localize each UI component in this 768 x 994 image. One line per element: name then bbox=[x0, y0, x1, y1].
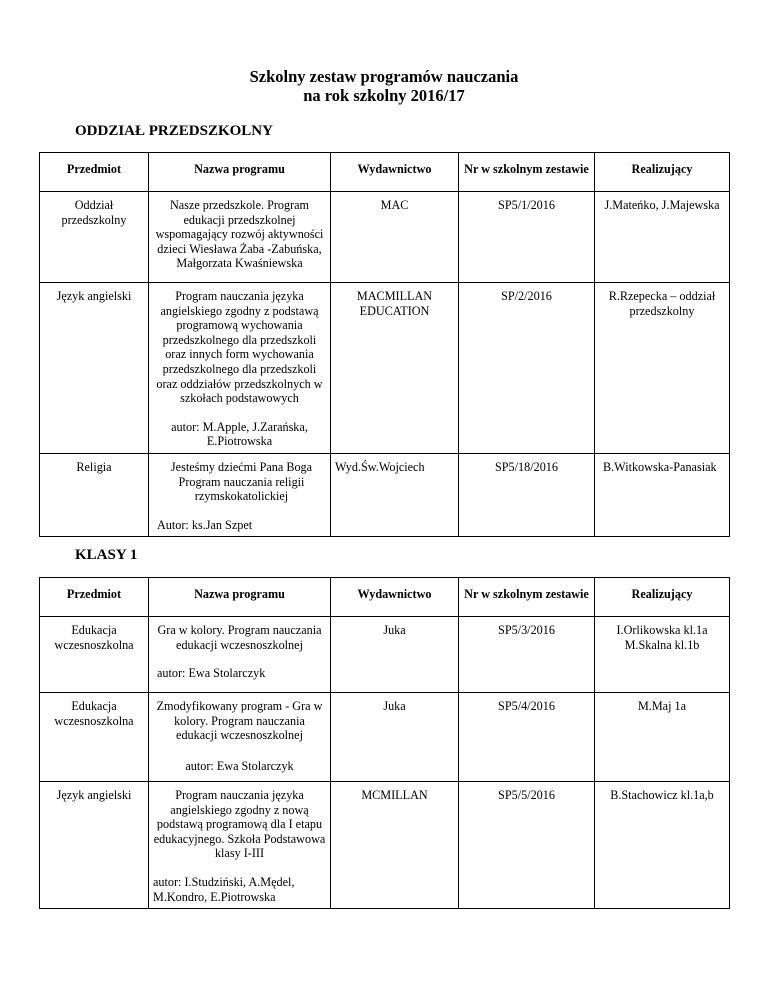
cell-subject: Edukacja wczesnoszkolna bbox=[40, 693, 149, 782]
table-header-row bbox=[40, 153, 730, 192]
cell-publisher: MAC bbox=[331, 192, 459, 283]
header-number: Nr w szkolnym zestawie bbox=[459, 153, 595, 192]
header-subject: Przedmiot bbox=[40, 578, 149, 617]
cell-publisher: Wyd.Św.Wojciech bbox=[331, 453, 459, 536]
header-publisher: Wydawnictwo bbox=[331, 153, 459, 192]
title-line-2: na rok szkolny 2016/17 bbox=[303, 86, 465, 105]
program-description: Program nauczania języka angielskiego zgodny z podstawą programową wychowania przedszkolnego dla przedszkoli oraz innych form wychowania przedszkolnego dla przedszkoli oraz oddziałów przedszkolnych w szkołach podstawowych bbox=[156, 289, 323, 406]
cell-teacher: M.Maj 1a bbox=[595, 693, 730, 782]
program-author: autor: Ewa Stolarczyk bbox=[157, 666, 266, 681]
program-author: Autor: ks.Jan Szpet bbox=[157, 517, 253, 532]
program-author: autor: M.Apple, J.Zarańska, E.Piotrowska bbox=[171, 419, 308, 449]
header-program: Nazwa programu bbox=[149, 153, 331, 192]
cell-subject: Religia bbox=[40, 453, 149, 536]
cell-teacher: I.Orlikowska kl.1a M.Skalna kl.1b bbox=[595, 617, 730, 693]
cell-program bbox=[149, 283, 331, 454]
table-row bbox=[40, 192, 730, 283]
cell-teacher: J.Mateńko, J.Majewska bbox=[595, 192, 730, 283]
program-description: Program nauczania języka angielskiego zgodny z nową podstawą programową dla I etapu edukacyjnego. Szkoła Podstawowa klasy I-III bbox=[153, 788, 326, 861]
table-row bbox=[40, 782, 730, 909]
cell-subject: Język angielski bbox=[40, 782, 149, 909]
table-row bbox=[40, 283, 730, 454]
preschool-table bbox=[39, 152, 730, 537]
cell-publisher: Juka bbox=[331, 693, 459, 782]
header-teacher: Realizujący bbox=[595, 153, 730, 192]
cell-publisher: Juka bbox=[331, 617, 459, 693]
cell-program bbox=[149, 617, 331, 693]
program-author: autor: I.Studziński, A.Mędel, M.Kondro, E.Piotrowska bbox=[153, 874, 295, 904]
table-row bbox=[40, 617, 730, 693]
section-heading-grade1: KLASY 1 bbox=[75, 547, 138, 563]
cell-number: SP5/3/2016 bbox=[459, 617, 595, 693]
header-number: Nr w szkolnym zestawie bbox=[459, 578, 595, 617]
table-row bbox=[40, 693, 730, 782]
table-header-row bbox=[40, 578, 730, 617]
program-description: Gra w kolory. Program nauczania edukacji wczesnoszkolnej bbox=[157, 623, 322, 652]
title-line-1: Szkolny zestaw programów nauczania bbox=[249, 67, 519, 86]
header-publisher: Wydawnictwo bbox=[331, 578, 459, 617]
cell-publisher: MACMILLAN EDUCATION bbox=[331, 283, 459, 454]
cell-teacher: B.Stachowicz kl.1a,b bbox=[595, 782, 730, 909]
cell-number: SP/2/2016 bbox=[459, 283, 595, 454]
document-title bbox=[0, 67, 768, 105]
table-row bbox=[40, 453, 730, 536]
cell-teacher: R.Rzepecka – oddział przedszkolny bbox=[595, 283, 730, 454]
cell-program bbox=[149, 693, 331, 782]
cell-program bbox=[149, 453, 331, 536]
cell-program bbox=[149, 782, 331, 909]
program-author: autor: Ewa Stolarczyk bbox=[185, 758, 294, 773]
header-subject: Przedmiot bbox=[40, 153, 149, 192]
cell-number: SP5/4/2016 bbox=[459, 693, 595, 782]
cell-publisher: MCMILLAN bbox=[331, 782, 459, 909]
program-description: Jesteśmy dziećmi Pana Boga Program nauczania religii rzymskokatolickiej bbox=[170, 459, 313, 504]
cell-subject: Oddział przedszkolny bbox=[40, 192, 149, 283]
cell-number: SP5/5/2016 bbox=[459, 782, 595, 909]
cell-program: Nasze przedszkole. Program edukacji przedszkolnej wspomagający rozwój aktywności dzieci Wiesława Żaba -Zabuńska, Małgorzata Kwaśniewska bbox=[149, 192, 331, 283]
grade1-table bbox=[39, 577, 730, 909]
header-program: Nazwa programu bbox=[149, 578, 331, 617]
program-description: Zmodyfikowany program - Gra w kolory. Program nauczania edukacji wczesnoszkolnej bbox=[156, 699, 323, 743]
cell-teacher: B.Witkowska-Panasiak bbox=[595, 453, 730, 536]
cell-number: SP5/18/2016 bbox=[459, 453, 595, 536]
cell-subject: Edukacja wczesnoszkolna bbox=[40, 617, 149, 693]
cell-subject: Język angielski bbox=[40, 283, 149, 454]
section-heading-preschool: ODDZIAŁ PRZEDSZKOLNY bbox=[75, 123, 273, 139]
cell-number: SP5/1/2016 bbox=[459, 192, 595, 283]
header-teacher: Realizujący bbox=[595, 578, 730, 617]
